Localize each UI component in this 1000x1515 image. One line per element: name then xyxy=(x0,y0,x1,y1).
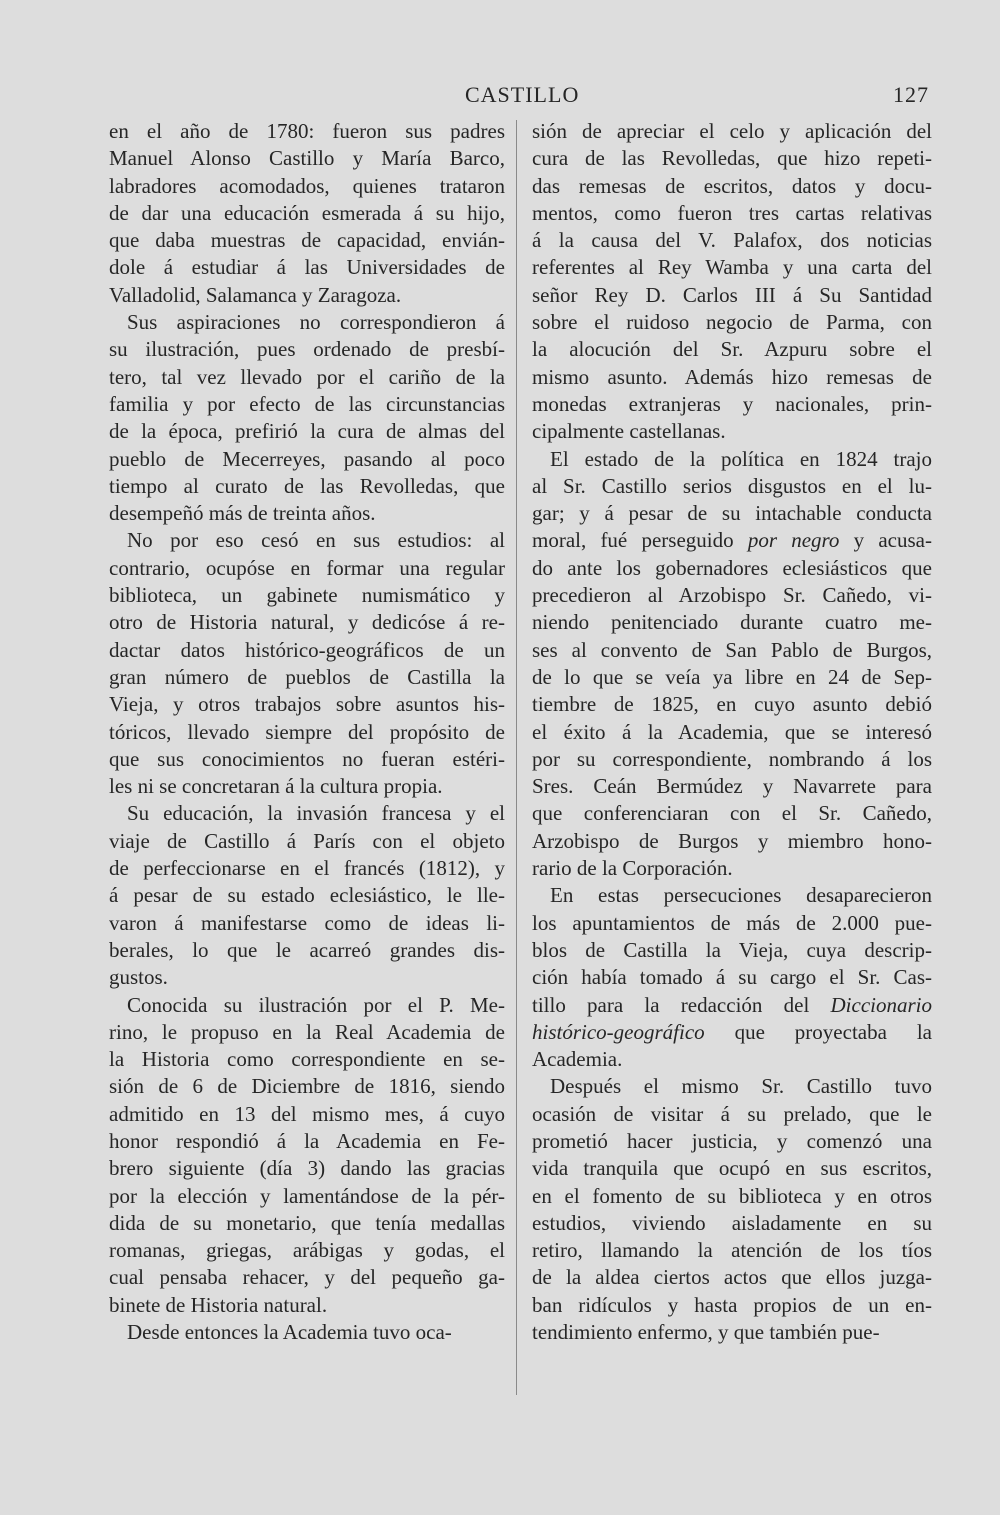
text-line: de dar una educación esmerada á su hijo, xyxy=(109,200,505,225)
text-line: No por eso cesó en sus estudios: al xyxy=(127,528,505,553)
text-line: berales, lo que le acarreó grandes dis- xyxy=(109,937,505,962)
text-line: tóricos, llevado siempre del propósito de xyxy=(109,719,505,744)
text-line: ción había tomado á su cargo el Sr. Cas- xyxy=(532,965,932,990)
text-line: Desde entonces la Academia tuvo oca- xyxy=(127,1320,452,1345)
column-divider xyxy=(516,120,517,1395)
text-line: do ante los gobernadores eclesiásticos que xyxy=(532,555,932,580)
text-line: al Sr. Castillo serios disgustos en el lu- xyxy=(532,473,932,498)
text-line: monedas extranjeras y nacionales, prin- xyxy=(532,391,932,416)
text-line: de la aldea ciertos actos que ellos juzga- xyxy=(532,1265,932,1290)
text-line: tendimiento enfermo, y que también pue- xyxy=(532,1320,880,1345)
text-line: Arzobispo de Burgos y miembro hono- xyxy=(532,828,932,853)
text-line: por la elección y lamentándose de la pér- xyxy=(109,1183,505,1208)
page-number: 127 xyxy=(893,82,929,107)
text-line: dactar datos histórico-geográficos de un xyxy=(109,637,505,662)
text-line: sión de 6 de Diciembre de 1816, siendo xyxy=(109,1074,505,1099)
text-line: estudios, viviendo aisladamente en su xyxy=(532,1210,932,1235)
text-line: Academia. xyxy=(532,1047,623,1072)
text-line: binete de Historia natural. xyxy=(109,1292,328,1317)
text-line: en el fomento de su biblioteca y en otros xyxy=(532,1183,932,1208)
text-line: moral, fué perseguido por negro y acusa- xyxy=(532,528,932,553)
text-line: de lo que se veía ya libre en 24 de Sep- xyxy=(532,664,932,689)
text-line: das remesas de escritos, datos y docu- xyxy=(532,173,932,198)
text-line: El estado de la política en 1824 trajo xyxy=(550,446,932,471)
text-line: ocasión de visitar á su prelado, que le xyxy=(532,1101,932,1126)
text-line: gran número de pueblos de Castilla la xyxy=(109,664,505,689)
text-line: contrario, ocupóse en formar una regular xyxy=(109,555,505,580)
page-header xyxy=(0,82,1000,112)
text-line: cura de las Revolledas, que hizo repeti- xyxy=(532,146,932,171)
text-line: biblioteca, un gabinete numismático y xyxy=(109,583,505,608)
text-line: ban ridículos y hasta propios de un en- xyxy=(532,1292,932,1317)
text-line: gar; y á pesar de su intachable conducta xyxy=(532,501,932,526)
text-line: sión de apreciar el celo y aplicación del xyxy=(532,119,932,143)
text-line: que daba muestras de capacidad, envián- xyxy=(109,228,505,253)
text-line: sobre el ruidoso negocio de Parma, con xyxy=(532,310,932,335)
text-line: gustos. xyxy=(109,965,168,990)
text-line: prometió hacer justicia, y comenzó una xyxy=(532,1128,932,1153)
text-line: otro de Historia natural, y dedicóse á re- xyxy=(109,610,505,635)
text-line: rario de la Corporación. xyxy=(532,856,733,881)
text-line: referentes al Rey Wamba y una carta del xyxy=(532,255,932,280)
text-line: la Historia como correspondiente en se- xyxy=(109,1047,505,1072)
text-line: que sus conocimientos no fueran estéri- xyxy=(109,746,505,771)
text-line: Manuel Alonso Castillo y María Barco, xyxy=(109,146,505,171)
text-line: labradores acomodados, quienes trataron xyxy=(109,173,505,198)
right-text-column xyxy=(532,118,932,1346)
text-line: por su correspondiente, nombrando á los xyxy=(532,746,932,771)
text-line: brero siguiente (día 3) dando las gracias xyxy=(109,1156,505,1181)
text-line: histórico-geográfico que proyectaba la xyxy=(532,1019,932,1044)
text-line: Vieja, y otros trabajos sobre asuntos his- xyxy=(109,692,505,717)
text-line: mismo asunto. Además hizo remesas de xyxy=(532,364,932,389)
text-line: les ni se concretaran á la cultura propia. xyxy=(109,774,443,799)
text-line: En estas persecuciones desaparecieron xyxy=(550,883,932,908)
text-line: mentos, como fueron tres cartas relativas xyxy=(532,200,932,225)
text-line: blos de Castilla la Vieja, cuya descrip- xyxy=(532,937,932,962)
text-line: Valladolid, Salamanca y Zaragoza. xyxy=(109,282,402,307)
text-line: que conferenciaran con el Sr. Cañedo, xyxy=(532,801,932,826)
running-title: CASTILLO xyxy=(465,82,580,107)
text-line: cual pensaba rehacer, y del pequeño ga- xyxy=(109,1265,505,1290)
text-line: de la época, prefirió la cura de almas del xyxy=(109,419,505,444)
text-line: precedieron al Arzobispo Sr. Cañedo, vi- xyxy=(532,583,932,608)
text-line: su ilustración, pues ordenado de presbí- xyxy=(109,337,505,362)
text-line: ses al convento de San Pablo de Burgos, xyxy=(532,637,932,662)
text-line: en el año de 1780: fueron sus padres xyxy=(109,119,505,143)
text-line: tero, tal vez llevado por el cariño de la xyxy=(109,364,505,389)
text-line: á pesar de su estado eclesiástico, le lle- xyxy=(109,883,505,908)
text-line: señor Rey D. Carlos III á Su Santidad xyxy=(532,282,932,307)
text-line: Conocida su ilustración por el P. Me- xyxy=(127,992,505,1017)
text-line: niendo penitenciado durante cuatro me- xyxy=(532,610,932,635)
text-line: familia y por efecto de las circunstancias xyxy=(109,391,505,416)
text-line: viaje de Castillo á París con el objeto xyxy=(109,828,505,853)
text-line: vida tranquila que ocupó en sus escritos, xyxy=(532,1156,932,1181)
left-text-column xyxy=(109,118,505,1346)
text-line: de perfeccionarse en el francés (1812), y xyxy=(109,856,505,881)
text-line: dida de su monetario, que tenía medallas xyxy=(109,1210,505,1235)
text-line: la alocución del Sr. Azpuru sobre el xyxy=(532,337,932,362)
text-line: Sres. Ceán Bermúdez y Navarrete para xyxy=(532,774,932,799)
text-line: varon á manifestarse como de ideas li- xyxy=(109,910,505,935)
text-line: dole á estudiar á las Universidades de xyxy=(109,255,505,280)
text-line: los apuntamientos de más de 2.000 pue- xyxy=(532,910,932,935)
text-line: tillo para la redacción del Diccionario xyxy=(532,992,932,1017)
text-line: el éxito á la Academia, que se interesó xyxy=(532,719,932,744)
text-line: cipalmente castellanas. xyxy=(532,419,726,444)
text-line: retiro, llamando la atención de los tíos xyxy=(532,1238,932,1263)
text-line: romanas, griegas, arábigas y godas, el xyxy=(109,1238,505,1263)
text-line: Su educación, la invasión francesa y el xyxy=(127,801,505,826)
text-line: admitido en 13 del mismo mes, á cuyo xyxy=(109,1101,505,1126)
text-line: pueblo de Mecerreyes, pasando al poco xyxy=(109,446,505,471)
text-line: tiembre de 1825, en cuyo asunto debió xyxy=(532,692,932,717)
text-line: á la causa del V. Palafox, dos noticias xyxy=(532,228,932,253)
text-line: desempeñó más de treinta años. xyxy=(109,501,376,526)
text-line: Sus aspiraciones no correspondieron á xyxy=(127,310,505,335)
text-line: tiempo al curato de las Revolledas, que xyxy=(109,473,505,498)
text-line: honor respondió á la Academia en Fe- xyxy=(109,1128,505,1153)
text-line: rino, le propuso en la Real Academia de xyxy=(109,1019,505,1044)
text-line: Después el mismo Sr. Castillo tuvo xyxy=(550,1074,932,1099)
